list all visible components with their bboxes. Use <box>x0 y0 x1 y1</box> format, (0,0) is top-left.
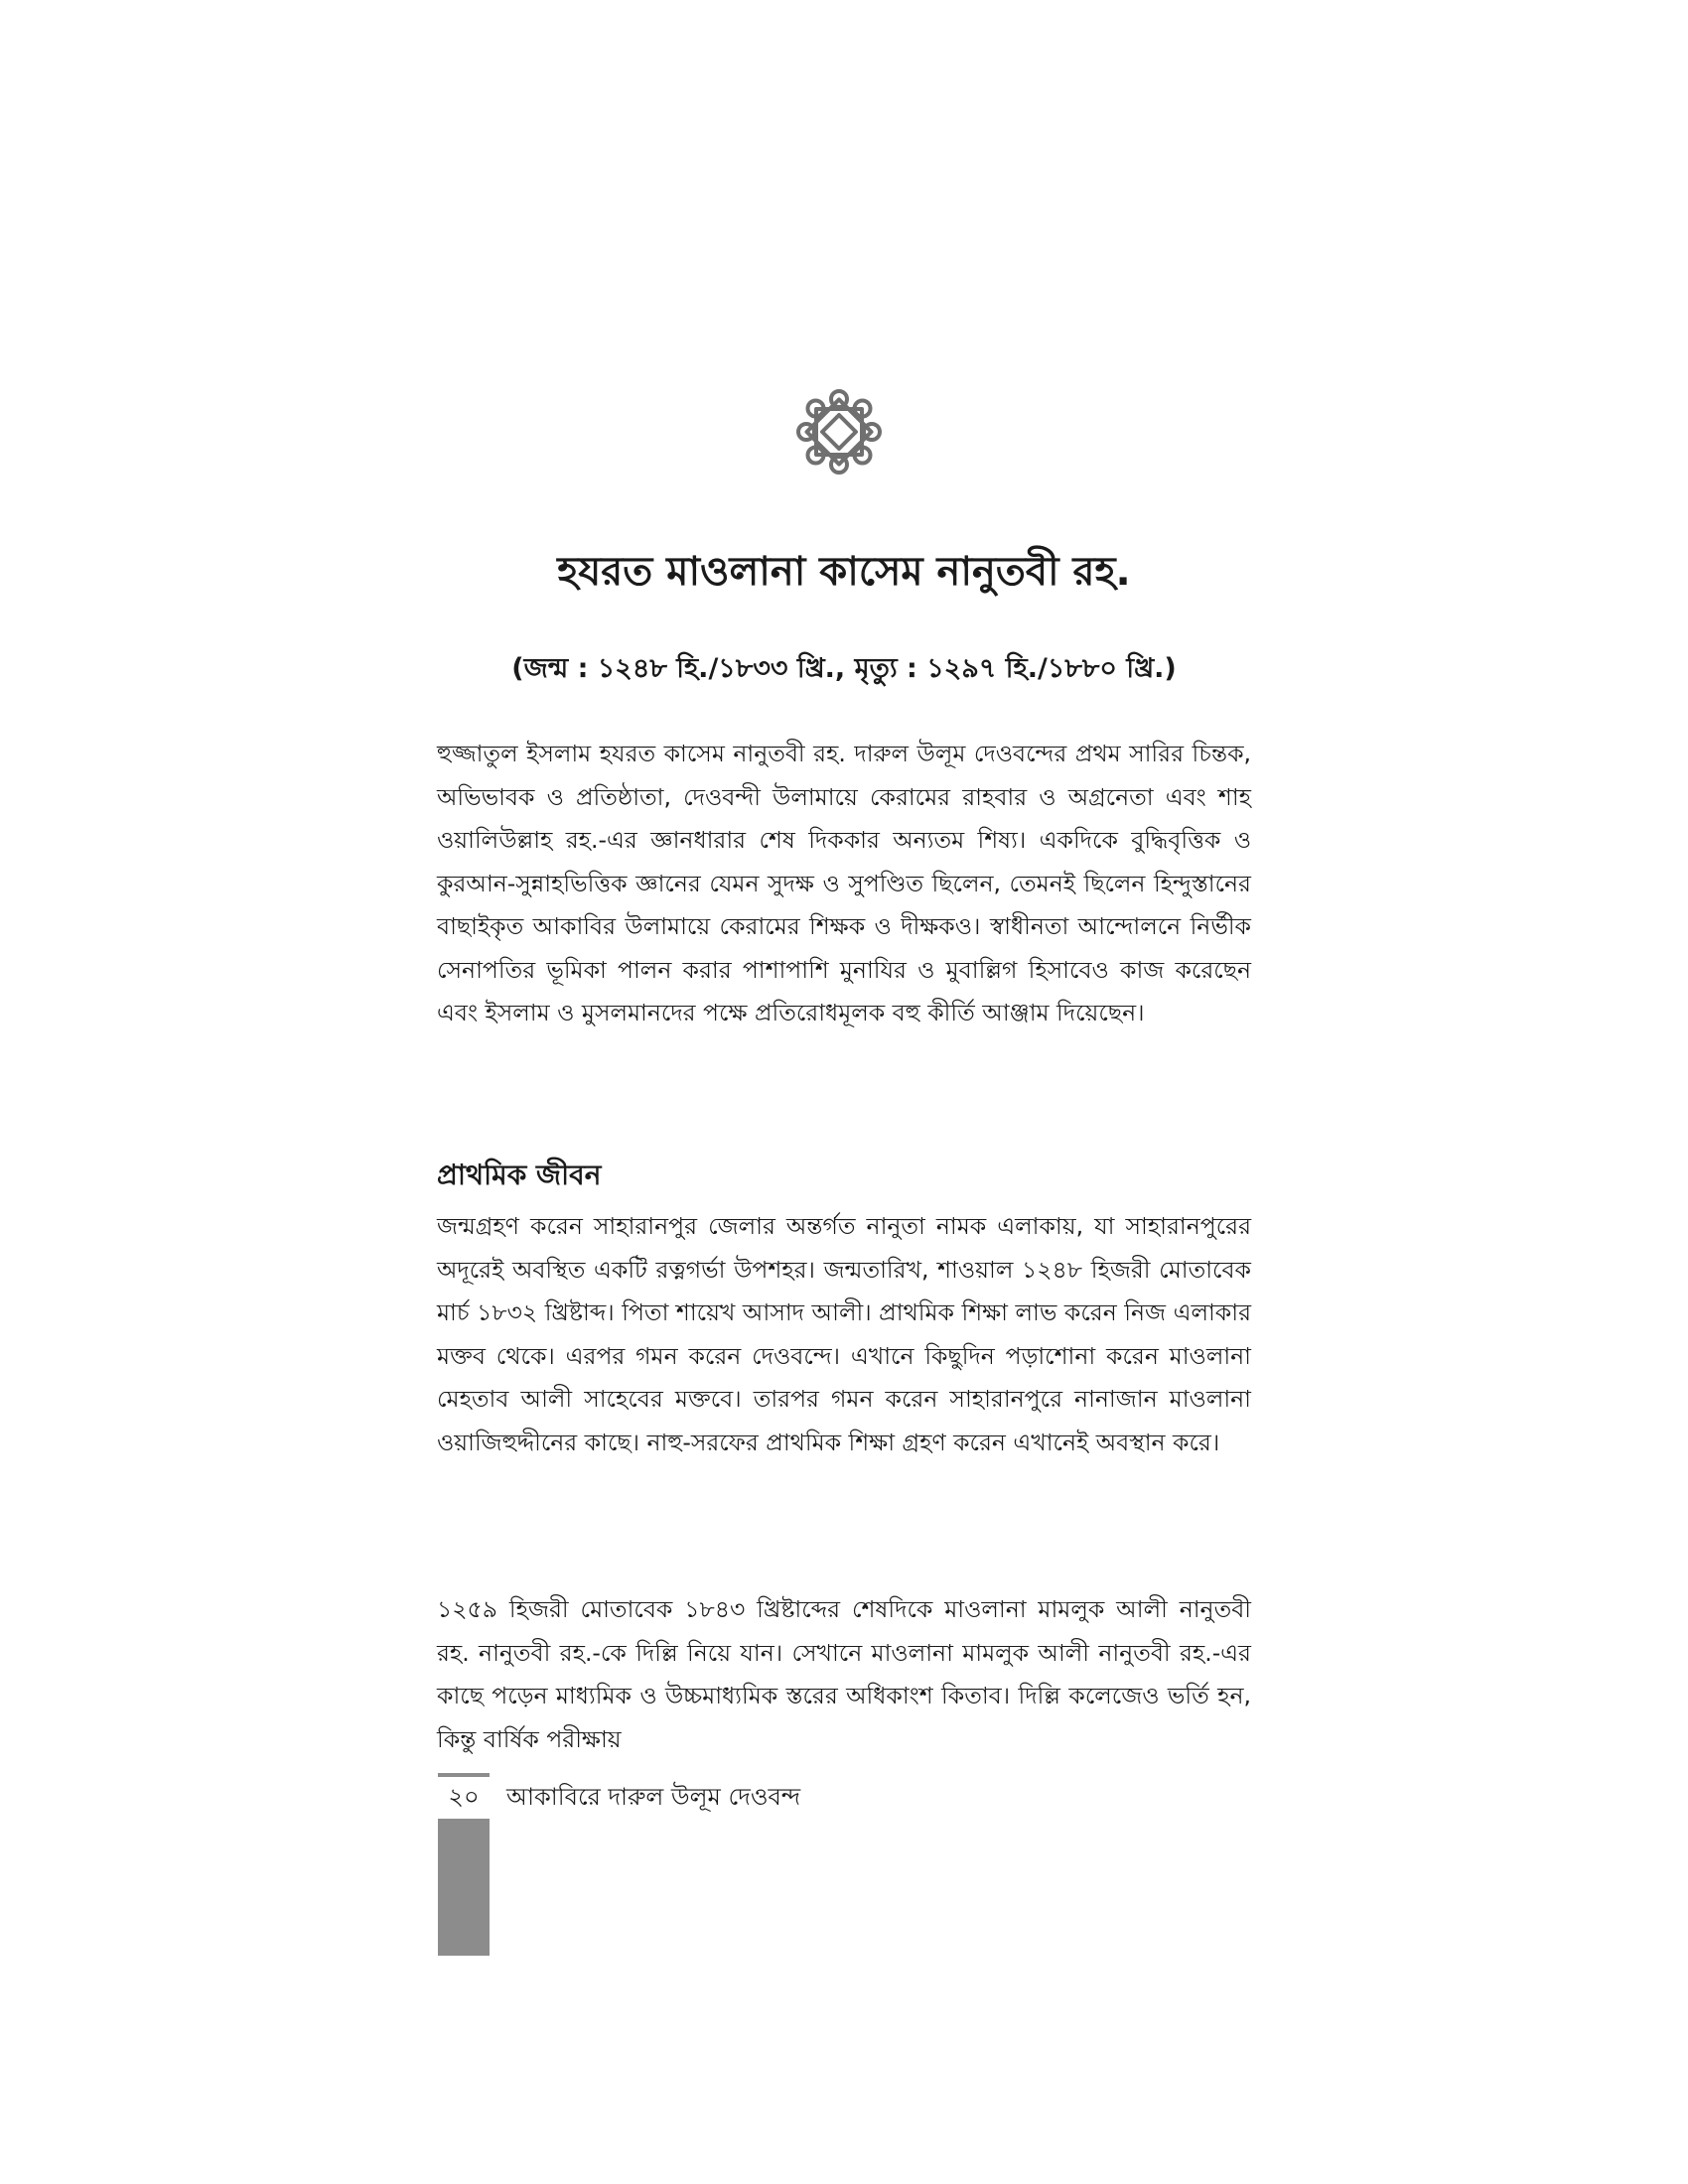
octagonal-star-ornament-icon <box>794 387 884 477</box>
chapter-title: হযরত মাওলানা কাসেম নানুতবী রহ. <box>557 549 1131 595</box>
section-heading-early-life: প্রাথমিক জীবন <box>437 1159 602 1191</box>
page-number: ২০ <box>448 1783 480 1811</box>
birth-death-dates: (জন্ম : ১২৪৮ হি./১৮৩৩ খ্রি., মৃত্যু : ১২৯৭ হি./১৮৮০ খ্রি.) <box>511 653 1177 684</box>
intro-paragraph: হুজ্জাতুল ইসলাম হযরত কাসেম নানুতবী রহ. দারুল উলূম দেওবন্দের প্রথম সারির চিন্তক, অভিভাবক ও প্রতিষ্ঠাতা, দেওবন্দী উলামায়ে কেরামের রাহবার ও অগ্রনেতা এবং শাহ ওয়ালিউল্লাহ রহ.-এর জ্ঞানধারার শেষ দিককার অন্যতম শিষ্য। একদিকে বুদ্ধিবৃত্তিক ও কুরআন-সুন্নাহভিত্তিক জ্ঞানের যেমন সুদক্ষ ও সুপণ্ডিত ছিলেন, তেমনই ছিলেন হিন্দুস্তানের বাছাইকৃত আকাবির উলামায়ে কেরামের শিক্ষক ও দীক্ষকও। স্বাধীনতা আন্দোলনে নির্ভীক সেনাপতির ভূমিকা পালন করার পাশাপাশি মুনাযির ও মুবাল্লিগ হিসাবেও কাজ করেছেন এবং ইসলাম ও মুসলমানদের পক্ষে প্রতিরোধমূলক বহু কীর্তি আঞ্জাম দিয়েছেন। <box>437 740 1251 1026</box>
paragraph-delhi-studies: ১২৫৯ হিজরী মোতাবেক ১৮৪৩ খ্রিষ্টাব্দের শেষদিকে মাওলানা মামলুক আলী নানুতবী রহ. নানুতবী রহ.-কে দিল্লি নিয়ে যান। সেখানে মাওলানা মামলুক আলী নানুতবী রহ.-এর কাছে পড়েন মাধ্যমিক ও উচ্চমাধ্যমিক স্তরের অধিকাংশ কিতাব। দিল্লি কলেজেও ভর্তি হন, কিন্তু বার্ষিক পরীক্ষায় <box>437 1595 1251 1753</box>
page-thumb-tab <box>438 1819 490 1956</box>
running-footer-title: আকাবিরে দারুল উলূম দেওবন্দ <box>506 1783 801 1811</box>
footer-rule <box>438 1773 490 1777</box>
paragraph-early-life: জন্মগ্রহণ করেন সাহারানপুর জেলার অন্তর্গত নানুতা নামক এলাকায়, যা সাহারানপুরের অদূরেই অবস্থিত একটি রত্নগর্ভা উপশহর। জন্মতারিখ, শাওয়াল ১২৪৮ হিজরী মোতাবেক মার্চ ১৮৩২ খ্রিষ্টাব্দ। পিতা শায়েখ আসাদ আলী। প্রাথমিক শিক্ষা লাভ করেন নিজ এলাকার মক্তব থেকে। এরপর গমন করেন দেওবন্দে। এখানে কিছুদিন পড়াশোনা করেন মাওলানা মেহতাব আলী সাহেবের মক্তবে। তারপর গমন করেন সাহারানপুরে নানাজান মাওলানা ওয়াজিহুদ্দীনের কাছে। নাহু-সরফের প্রাথমিক শিক্ষা গ্রহণ করেন এখানেই অবস্থান করে। <box>437 1212 1251 1456</box>
